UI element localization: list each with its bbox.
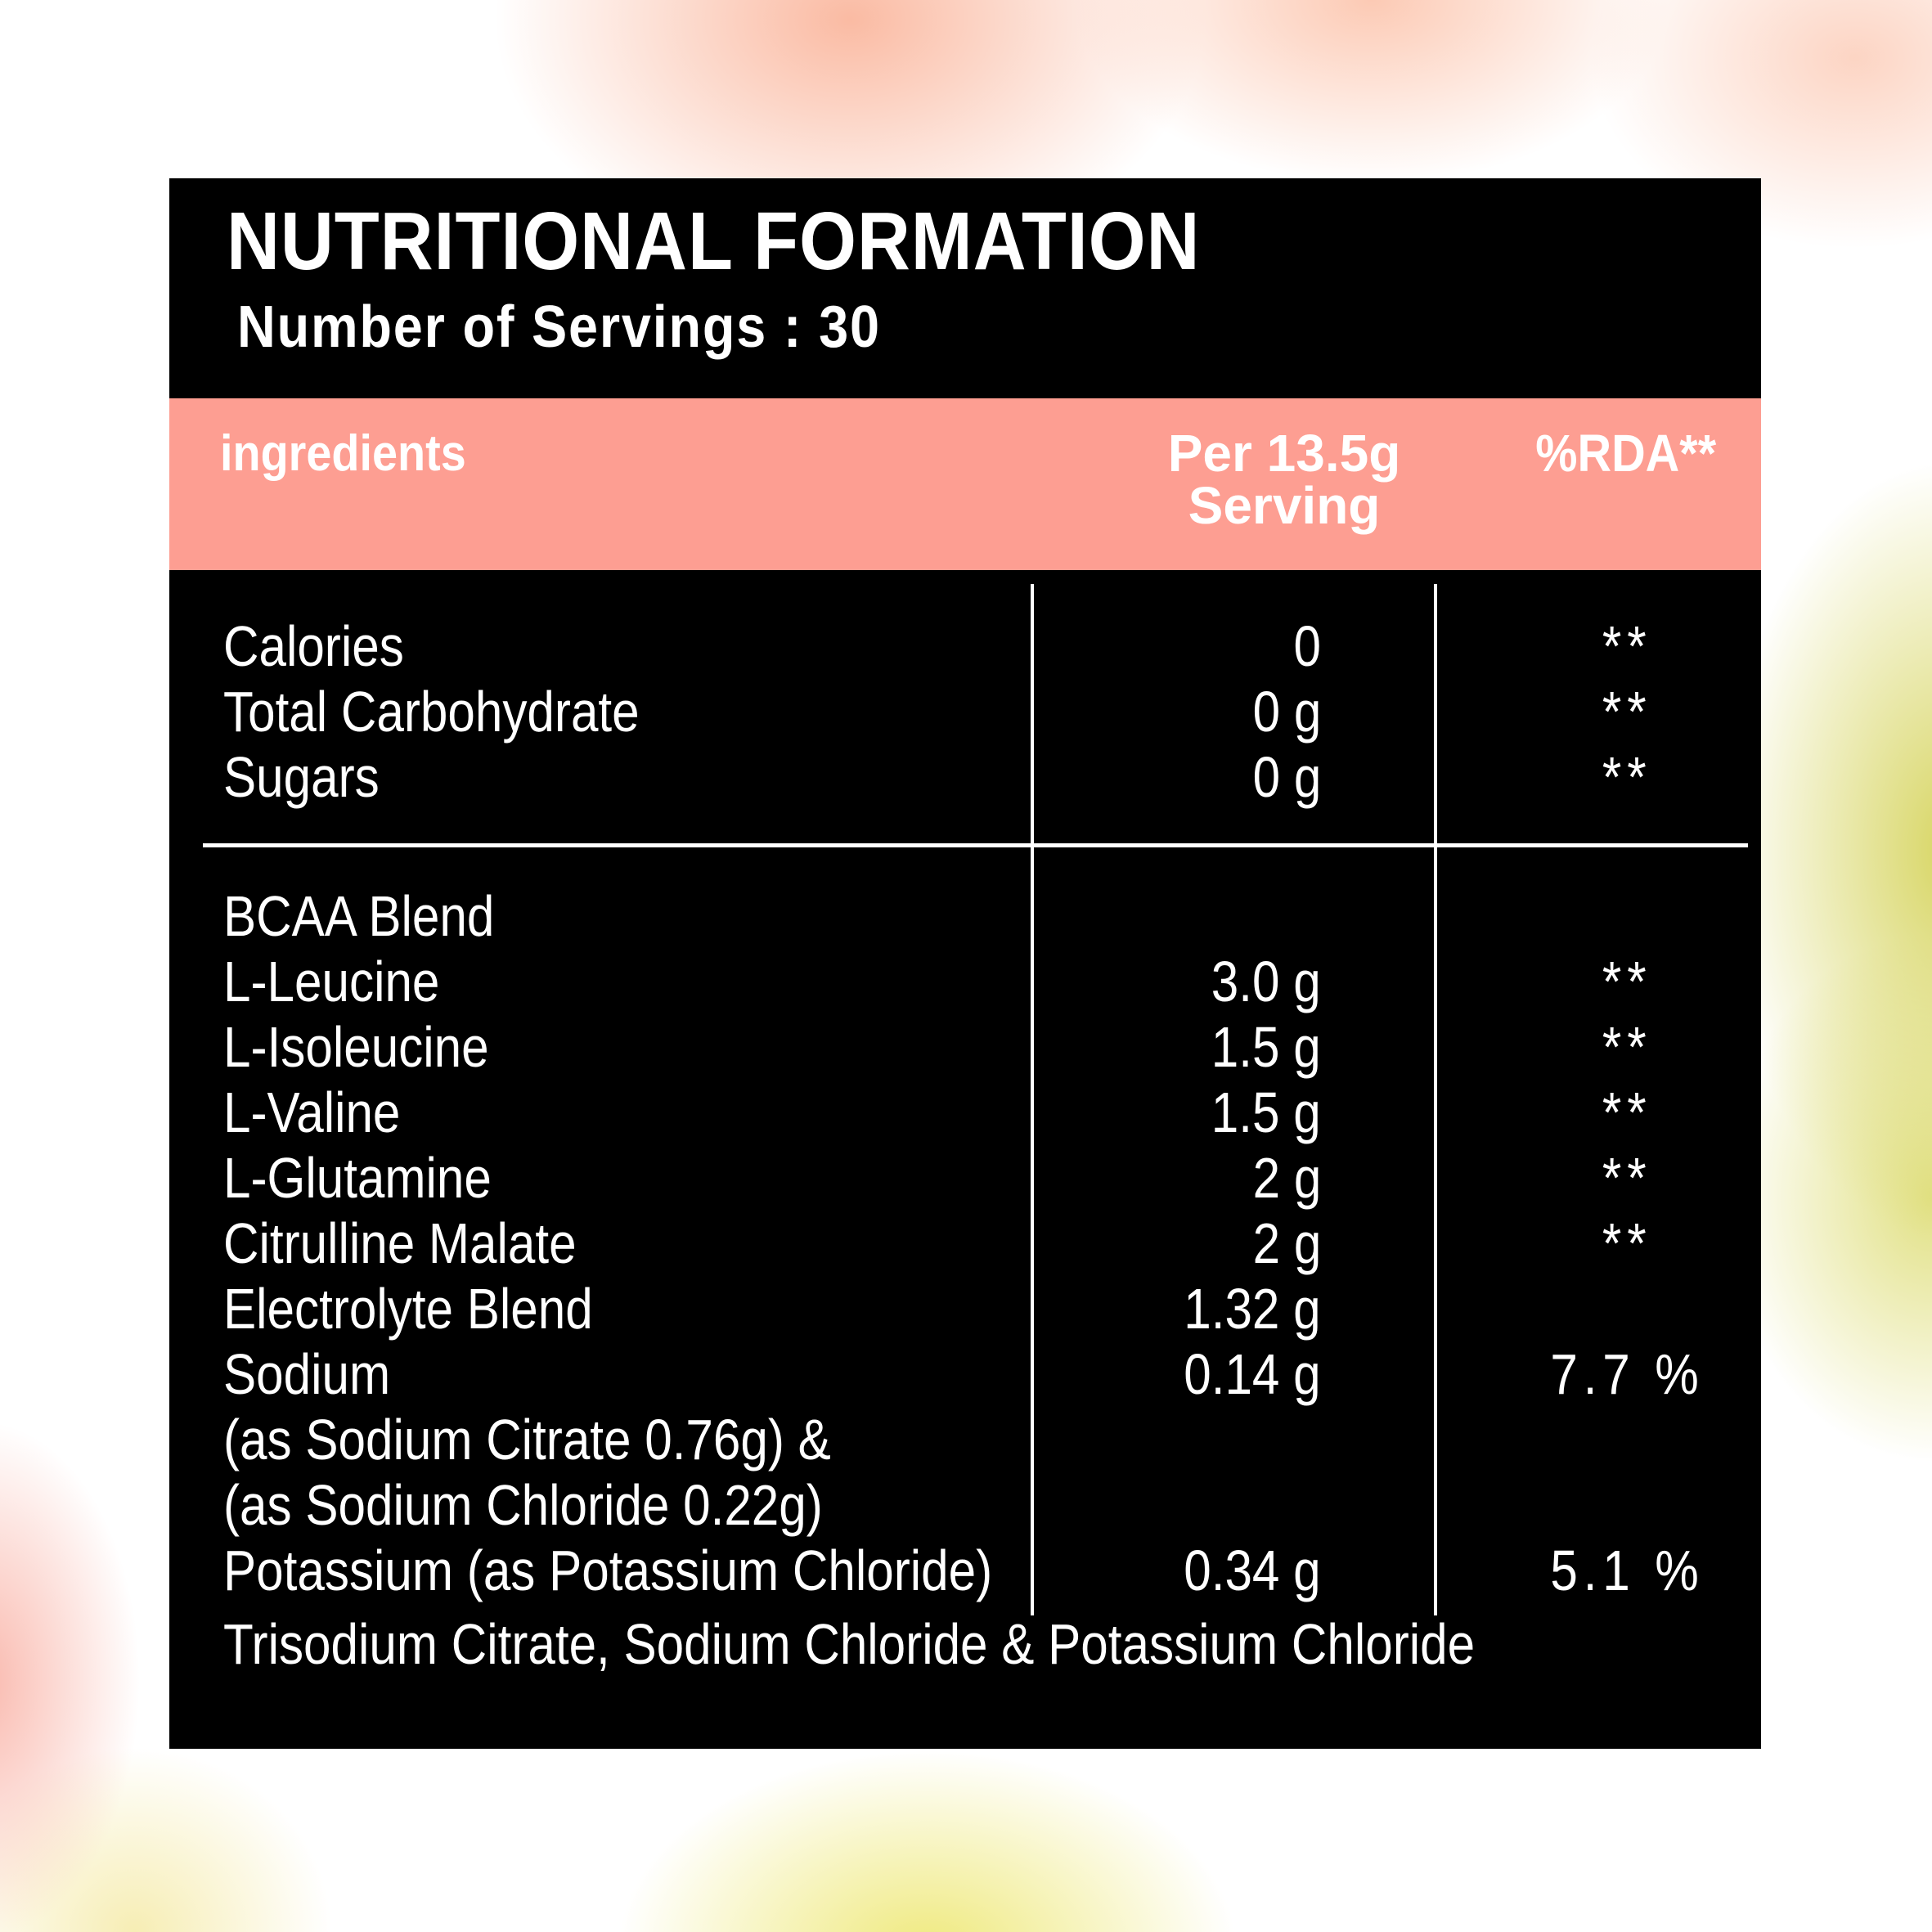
column-header-serving-line2: Serving [1188, 476, 1381, 535]
column-header-serving-line1: Per 13.5g [1167, 424, 1401, 483]
row-value-cell [1069, 1276, 1321, 1341]
row-value-cell [1069, 1014, 1321, 1080]
row-value-cell [1069, 1080, 1321, 1145]
servings-line [237, 294, 952, 360]
row-rda-cell [1321, 1080, 1761, 1145]
row-value-cell [1069, 679, 1321, 744]
row-value-cell [1069, 1341, 1321, 1407]
row-value: 0 g [1252, 745, 1321, 809]
row-rda: ** [1602, 950, 1652, 1013]
row-rda: ** [1602, 1211, 1652, 1275]
row-label-cell [169, 613, 1069, 679]
row-label-cell [169, 1538, 1069, 1603]
row-label-cell [169, 1211, 1069, 1276]
row-rda-cell [1321, 744, 1761, 810]
table-row [169, 1341, 1761, 1407]
row-value: 0.14 g [1184, 1342, 1321, 1406]
row-rda-cell [1321, 1014, 1761, 1080]
panel-title-text: NUTRITIONAL FORMATION [227, 195, 1201, 287]
row-rda-cell [1321, 883, 1761, 949]
row-value: 1.5 g [1211, 1081, 1321, 1144]
row-rda: ** [1602, 680, 1652, 744]
row-rda-cell [1321, 1341, 1761, 1407]
row-label-cell [169, 1276, 1069, 1341]
table-row [169, 679, 1761, 744]
row-label: Calories [223, 614, 404, 678]
row-rda-cell [1321, 1211, 1761, 1276]
row-rda-cell [1321, 949, 1761, 1014]
row-label: L-Glutamine [223, 1146, 492, 1210]
row-rda: ** [1602, 745, 1652, 809]
row-rda-cell [1321, 1145, 1761, 1211]
table-row [169, 949, 1761, 1014]
table-row [169, 883, 1761, 949]
table-row [169, 1276, 1761, 1341]
row-rda-cell [1321, 1407, 1761, 1472]
row-label: BCAA Blend [223, 884, 495, 948]
servings-text: Number of Servings : 30 [237, 294, 881, 360]
row-value-cell [1069, 613, 1321, 679]
table-row [169, 613, 1761, 679]
row-value: 0 [1293, 614, 1321, 678]
row-rda-cell [1321, 1472, 1761, 1538]
table-row [169, 1472, 1761, 1538]
panel-title [227, 195, 1309, 287]
table-row [169, 744, 1761, 810]
row-rda-cell [1321, 613, 1761, 679]
row-rda: ** [1602, 1015, 1652, 1079]
table-row [169, 1538, 1761, 1603]
row-value: 0.34 g [1184, 1539, 1321, 1602]
row-value: 1.5 g [1211, 1015, 1321, 1079]
row-value: 0 g [1252, 680, 1321, 744]
row-label: Citrulline Malate [223, 1211, 577, 1275]
row-rda: ** [1602, 614, 1652, 678]
row-label: Sodium [223, 1342, 391, 1406]
row-label: (as Sodium Chloride 0.22g) [223, 1473, 823, 1537]
nutrition-panel [169, 178, 1761, 1749]
row-value-cell [1069, 883, 1321, 949]
table-section-macros [169, 613, 1761, 810]
row-rda: ** [1602, 1146, 1652, 1210]
row-label-cell [169, 949, 1069, 1014]
row-label: Sugars [223, 745, 380, 809]
row-value-cell [1069, 1145, 1321, 1211]
row-label: L-Valine [223, 1081, 401, 1144]
row-label-cell [169, 1080, 1069, 1145]
row-rda-cell [1321, 679, 1761, 744]
row-rda-cell [1321, 1276, 1761, 1341]
table-row [169, 1407, 1761, 1472]
row-label: (as Sodium Citrate 0.76g) & [223, 1408, 831, 1471]
row-label-cell [169, 1014, 1069, 1080]
table-row [169, 1211, 1761, 1276]
row-rda: 5.1 % [1549, 1539, 1705, 1602]
section-divider [203, 843, 1748, 847]
row-value-cell [1069, 1407, 1321, 1472]
row-label: L-Leucine [223, 950, 440, 1013]
row-label-cell [169, 883, 1069, 949]
row-value-cell [1069, 1472, 1321, 1538]
table-section-blends [169, 883, 1761, 1603]
table-row [169, 1080, 1761, 1145]
footer-note: Trisodium Citrate, Sodium Chloride & Potassium Chloride [223, 1612, 1476, 1676]
row-label: Total Carbohydrate [223, 680, 640, 744]
row-value: 3.0 g [1211, 950, 1321, 1013]
row-label: Potassium (as Potassium Chloride) [223, 1539, 993, 1602]
row-rda: ** [1602, 1081, 1652, 1144]
row-rda-cell [1321, 1538, 1761, 1603]
row-label-cell [169, 1145, 1069, 1211]
column-header-serving [1080, 424, 1489, 535]
row-label: Electrolyte Blend [223, 1277, 593, 1341]
row-label-cell [169, 1341, 1069, 1407]
row-value: 2 g [1252, 1146, 1321, 1210]
row-label: L-Isoleucine [223, 1015, 489, 1079]
column-header-rda: %RDA** [1535, 424, 1717, 483]
row-value: 2 g [1252, 1211, 1321, 1275]
row-rda: 7.7 % [1549, 1342, 1705, 1406]
row-value-cell [1069, 949, 1321, 1014]
row-value-cell [1069, 1538, 1321, 1603]
row-value-cell [1069, 744, 1321, 810]
table-header-bar [169, 398, 1761, 570]
column-header-ingredients: ingredients [220, 425, 466, 482]
row-label-cell [169, 1407, 1069, 1472]
row-label-cell [169, 679, 1069, 744]
row-label-cell [169, 1472, 1069, 1538]
row-value-cell [1069, 1211, 1321, 1276]
row-label-cell [169, 744, 1069, 810]
table-row [169, 1145, 1761, 1211]
table-row [169, 1014, 1761, 1080]
row-value: 1.32 g [1184, 1277, 1321, 1341]
